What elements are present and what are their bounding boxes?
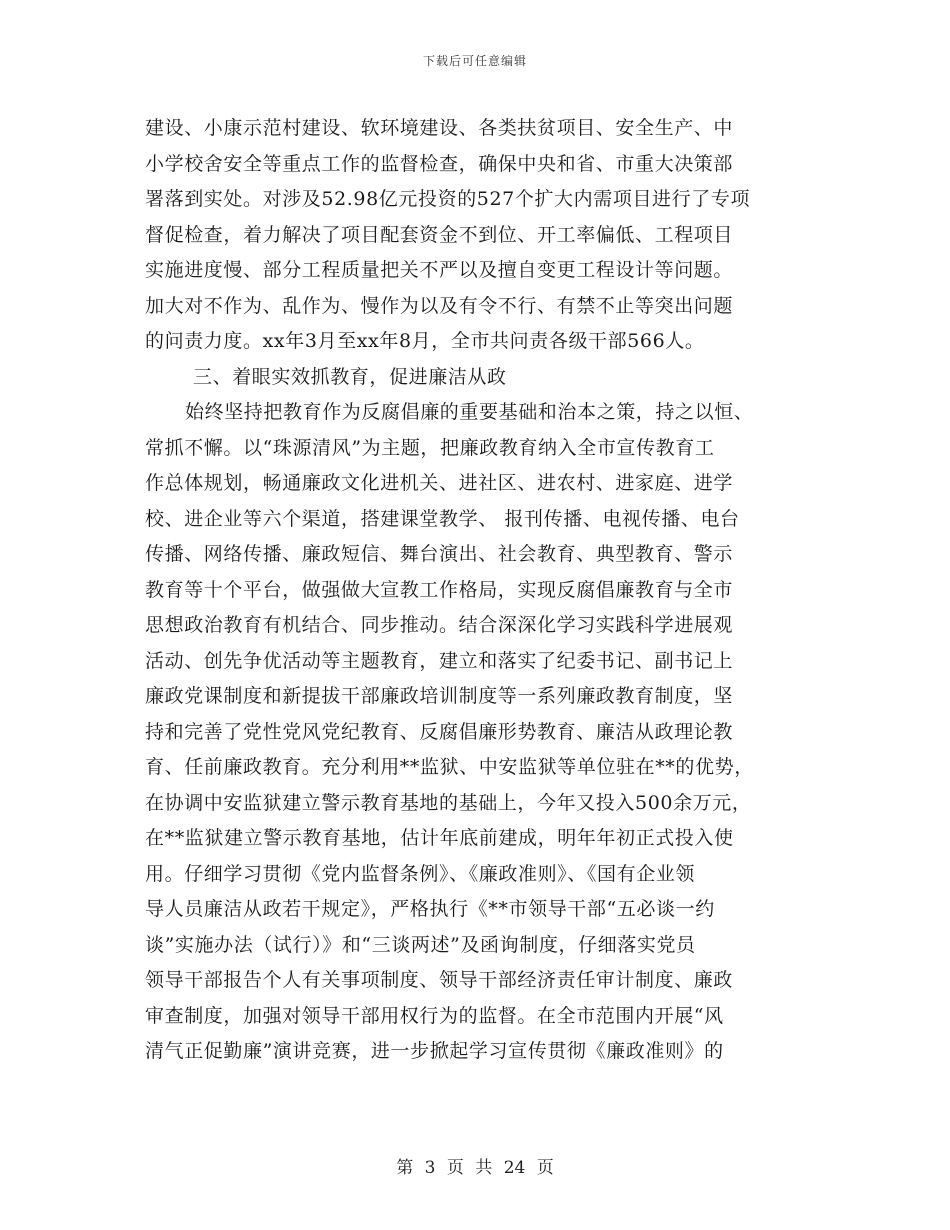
body-line: 在**监狱建立警示教育基地，估计年底前建成，明年年初正式投入使 <box>145 827 734 849</box>
body-line: 用。仔细学习贯彻《党内监督条例》、《廉政准则》、《国有企业领 <box>145 862 696 885</box>
body-line: 育、任前廉政教育。充分利用**监狱、中安监狱等单位驻在**的优势， <box>145 756 754 778</box>
body-line: 清气正促勤廉”演讲竞赛，进一步掀起学习宣传贯彻《廉政准则》的 <box>145 1040 724 1062</box>
page-header-note: 下载后可任意编辑 <box>422 54 527 68</box>
body-line: 校、进企业等六个渠道，搭建课堂教学、 报刊传播、电视传播、电台 <box>145 507 740 530</box>
body-line: 小学校舍安全等重点工作的监督检查，确保中央和省、市重大决策部 <box>145 152 734 175</box>
section-heading: 三、着眼实效抓教育，促进廉洁从政 <box>193 365 507 388</box>
body-line: 加大对不作为、乱作为、慢作为以及有令不行、有禁不止等突出问题 <box>145 294 734 317</box>
body-line: 活动、创先争优活动等主题教育，建立和落实了纪委书记、副书记上 <box>145 649 734 672</box>
body-line: 建设、小康示范村建设、软环境建设、各类扶贫项目、安全生产、中 <box>145 117 734 139</box>
body-line: 领导干部报告个人有关事项制度、领导干部经济责任审计制度、廉政 <box>145 969 734 991</box>
body-line: 思想政治教育有机结合、同步推动。结合深深化学习实践科学进展观 <box>145 614 734 636</box>
body-line: 导人员廉洁从政若干规定》，严格执行《**市领导干部“五必谈一约 <box>145 898 715 920</box>
body-line: 常抓不懈。以“珠源清风”为主题，把廉政教育纳入全市宣传教育工 <box>145 436 715 459</box>
body-line: 作总体规划，畅通廉政文化进机关、进社区、进农村、进家庭、进学 <box>145 472 734 494</box>
body-line: 谈”实施办法（试行）》和“三谈两述”及函询制度，仔细落实党员 <box>145 933 696 956</box>
body-line: 实施进度慢、部分工程质量把关不严以及擅自变更工程设计等问题。 <box>145 259 734 281</box>
page-number-footer: 第 3 页 共 24 页 <box>396 1158 554 1178</box>
body-line: 传播、网络传播、廉政短信、舞台演出、社会教育、典型教育、警示 <box>145 543 734 565</box>
paragraph-first-line: 始终坚持把教育作为反腐倡廉的重要基础和治本之策，持之以恒、 <box>185 401 754 423</box>
body-line: 教育等十个平台，做强做大宣教工作格局，实现反腐倡廉教育与全市 <box>145 578 734 601</box>
body-line: 持和完善了党性党风党纪教育、反腐倡廉形势教育、廉洁从政理论教 <box>145 720 734 743</box>
document-body <box>145 111 825 1070</box>
body-line: 廉政党课制度和新提拔干部廉政培训制度等一系列廉政教育制度，坚 <box>145 685 734 707</box>
body-line: 督促检查，着力解决了项目配套资金不到位、开工率偏低、工程项目 <box>145 223 734 246</box>
body-line: 在协调中安监狱建立警示教育基地的基础上，今年又投入500余万元， <box>145 791 752 814</box>
body-line: 的问责力度。xx年3月至xx年8月，全市共问责各级干部566人。 <box>145 330 705 352</box>
body-line: 审查制度，加强对领导干部用权行为的监督。在全市范围内开展“风 <box>145 1004 724 1027</box>
body-line: 署落到实处。对涉及52.98亿元投资的527个扩大内需项目进行了专项 <box>145 188 751 210</box>
